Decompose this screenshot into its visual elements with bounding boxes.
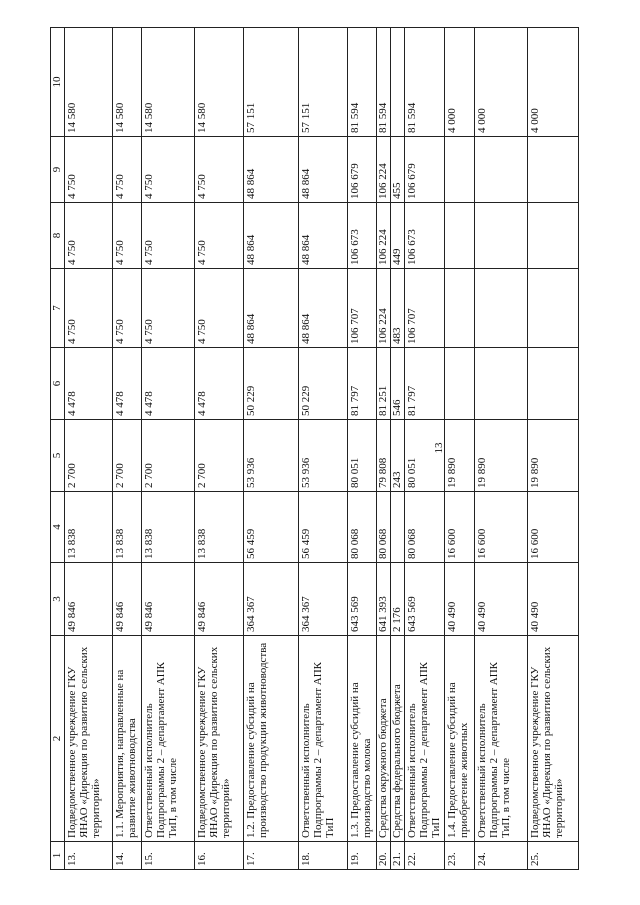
cell-c10: 81 594 [377, 28, 391, 137]
cell-c6: 4 478 [195, 348, 244, 420]
cell-c10: 57 151 [244, 28, 299, 137]
cell-c10: 14 580 [65, 28, 113, 137]
table-row [113, 28, 142, 870]
budget-table [50, 27, 579, 870]
cell-total: 2 176 [391, 563, 405, 636]
cell-c5: 19 890 [445, 420, 475, 492]
row-number: 25. [528, 842, 579, 870]
cell-c6 [445, 348, 475, 420]
cell-total: 643 569 [405, 563, 445, 636]
row-name: 1.1. Мероприятия, направленные на развитие животноводства [113, 636, 142, 842]
cell-c6: 81 251 [377, 348, 391, 420]
cell-c8: 4 750 [142, 203, 195, 269]
cell-c7 [475, 269, 528, 348]
column-header: 1 [51, 842, 65, 870]
cell-total: 49 846 [142, 563, 195, 636]
cell-c9 [445, 137, 475, 203]
column-header: 8 [51, 203, 65, 269]
column-header: 4 [51, 492, 65, 563]
cell-c7: 4 750 [113, 269, 142, 348]
cell-c7: 4 750 [195, 269, 244, 348]
cell-c8 [475, 203, 528, 269]
cell-c4: 16 600 [445, 492, 475, 563]
cell-c10 [391, 28, 405, 137]
cell-total: 49 846 [65, 563, 113, 636]
cell-c10: 81 594 [348, 28, 377, 137]
column-header: 10 [51, 28, 65, 137]
cell-c9 [475, 137, 528, 203]
cell-c9: 48 864 [244, 137, 299, 203]
column-header: 7 [51, 269, 65, 348]
cell-c9: 106 679 [405, 137, 445, 203]
column-header: 3 [51, 563, 65, 636]
cell-c4: 56 459 [244, 492, 299, 563]
cell-total: 364 367 [299, 563, 348, 636]
row-number: 19. [348, 842, 377, 870]
cell-c7: 4 750 [142, 269, 195, 348]
table-row [405, 28, 445, 870]
cell-c9: 455 [391, 137, 405, 203]
cell-c5: 2 700 [195, 420, 244, 492]
cell-c8: 106 673 [405, 203, 445, 269]
cell-c4: 13 838 [142, 492, 195, 563]
cell-c7: 48 864 [299, 269, 348, 348]
cell-c8: 48 864 [244, 203, 299, 269]
row-name: 1.4. Предоставление субсидий на приобретение животных [445, 636, 475, 842]
rotated-table-container [50, 28, 622, 870]
cell-c6 [475, 348, 528, 420]
cell-c5: 243 [391, 420, 405, 492]
cell-c9: 106 224 [377, 137, 391, 203]
cell-total: 364 367 [244, 563, 299, 636]
cell-c8 [445, 203, 475, 269]
table-row [445, 28, 475, 870]
row-number: 22. [405, 842, 445, 870]
row-name: 1.3. Предоставление субсидий на производство молока [348, 636, 377, 842]
header-row [51, 28, 65, 870]
table-row [377, 28, 391, 870]
row-number: 13. [65, 842, 113, 870]
cell-c6: 4 478 [142, 348, 195, 420]
table-row [195, 28, 244, 870]
table-row [475, 28, 528, 870]
row-name: Ответственный исполнитель Подпрограммы 2 – департамент АПК ТиП, в том числе [142, 636, 195, 842]
cell-c6: 81 797 [348, 348, 377, 420]
cell-c7 [528, 269, 579, 348]
cell-c4: 56 459 [299, 492, 348, 563]
cell-c10: 14 580 [195, 28, 244, 137]
column-header: 2 [51, 636, 65, 842]
row-number: 20. [377, 842, 391, 870]
cell-c10: 57 151 [299, 28, 348, 137]
table-row [391, 28, 405, 870]
cell-c8: 4 750 [113, 203, 142, 269]
column-header: 5 [51, 420, 65, 492]
cell-c4: 13 838 [65, 492, 113, 563]
cell-c8: 48 864 [299, 203, 348, 269]
cell-c4 [391, 492, 405, 563]
cell-c6: 81 797 [405, 348, 445, 420]
cell-c4: 80 068 [405, 492, 445, 563]
cell-c4: 16 600 [475, 492, 528, 563]
cell-c10: 14 580 [142, 28, 195, 137]
row-name: Подведомственное учреждение ГКУ ЯНАО «Дирекция по развитию сельских территорий» [528, 636, 579, 842]
row-number: 17. [244, 842, 299, 870]
table-row [528, 28, 579, 870]
cell-total: 49 846 [195, 563, 244, 636]
row-name: 1.2. Предоставление субсидий на производство продукции животноводства [244, 636, 299, 842]
cell-c7: 48 864 [244, 269, 299, 348]
cell-c4: 13 838 [113, 492, 142, 563]
cell-total: 643 569 [348, 563, 377, 636]
cell-c5: 19 890 [475, 420, 528, 492]
row-number: 24. [475, 842, 528, 870]
cell-total: 40 490 [445, 563, 475, 636]
table-row [65, 28, 113, 870]
cell-c7: 106 707 [348, 269, 377, 348]
cell-total: 49 846 [113, 563, 142, 636]
table-row [142, 28, 195, 870]
row-number: 15. [142, 842, 195, 870]
cell-c5: 53 936 [244, 420, 299, 492]
cell-c10: 81 594 [405, 28, 445, 137]
row-name: Ответственный исполнитель Подпрограммы 2 – департамент АПК ТиП [299, 636, 348, 842]
cell-c5: 2 700 [65, 420, 113, 492]
row-name: Подведомственное учреждение ГКУ ЯНАО «Дирекция по развитию сельских территорий» [195, 636, 244, 842]
cell-c8: 449 [391, 203, 405, 269]
cell-c6: 546 [391, 348, 405, 420]
cell-c4: 16 600 [528, 492, 579, 563]
cell-c6: 50 229 [299, 348, 348, 420]
table-row [244, 28, 299, 870]
cell-c8: 106 673 [348, 203, 377, 269]
cell-c9: 4 750 [195, 137, 244, 203]
row-number: 21. [391, 842, 405, 870]
column-header: 6 [51, 348, 65, 420]
cell-c4: 80 068 [377, 492, 391, 563]
cell-c9: 4 750 [142, 137, 195, 203]
cell-c9 [528, 137, 579, 203]
cell-c7: 106 224 [377, 269, 391, 348]
cell-c5: 80 051 [348, 420, 377, 492]
cell-c10: 4 000 [445, 28, 475, 137]
cell-c10: 4 000 [528, 28, 579, 137]
row-number: 16. [195, 842, 244, 870]
cell-c5: 53 936 [299, 420, 348, 492]
column-header: 9 [51, 137, 65, 203]
cell-c8: 106 224 [377, 203, 391, 269]
cell-c6: 50 229 [244, 348, 299, 420]
table-row [348, 28, 377, 870]
row-number: 14. [113, 842, 142, 870]
row-name: Ответственный исполнитель Подпрограммы 2 – департамент АПК ТиП, в том числе [475, 636, 528, 842]
cell-c10: 14 580 [113, 28, 142, 137]
cell-c6: 4 478 [65, 348, 113, 420]
cell-c5: 19 890 [528, 420, 579, 492]
cell-c7 [445, 269, 475, 348]
cell-c5: 2 700 [113, 420, 142, 492]
cell-c6 [528, 348, 579, 420]
row-number: 18. [299, 842, 348, 870]
cell-c4: 80 068 [348, 492, 377, 563]
cell-c9: 48 864 [299, 137, 348, 203]
cell-c7: 483 [391, 269, 405, 348]
cell-c9: 106 679 [348, 137, 377, 203]
cell-total: 40 490 [528, 563, 579, 636]
cell-c5: 2 700 [142, 420, 195, 492]
row-number: 23. [445, 842, 475, 870]
cell-c7: 106 707 [405, 269, 445, 348]
row-name: Средства окружного бюджета [377, 636, 391, 842]
cell-total: 641 393 [377, 563, 391, 636]
row-name: Подведомственное учреждение ГКУ ЯНАО «Дирекция по развитию сельских территорий» [65, 636, 113, 842]
cell-c8 [528, 203, 579, 269]
row-name: Ответственный исполнитель Подпрограммы 2 – департамент АПК ТиП [405, 636, 445, 842]
cell-c4: 13 838 [195, 492, 244, 563]
row-name: Средства федерального бюджета [391, 636, 405, 842]
cell-c9: 4 750 [65, 137, 113, 203]
cell-c5: 80 051 [405, 420, 445, 492]
cell-c8: 4 750 [65, 203, 113, 269]
cell-total: 40 490 [475, 563, 528, 636]
cell-c5: 79 808 [377, 420, 391, 492]
cell-c8: 4 750 [195, 203, 244, 269]
cell-c10: 4 000 [475, 28, 528, 137]
page-number: 13 [433, 442, 445, 454]
table-row [299, 28, 348, 870]
cell-c6: 4 478 [113, 348, 142, 420]
cell-c7: 4 750 [65, 269, 113, 348]
cell-c9: 4 750 [113, 137, 142, 203]
